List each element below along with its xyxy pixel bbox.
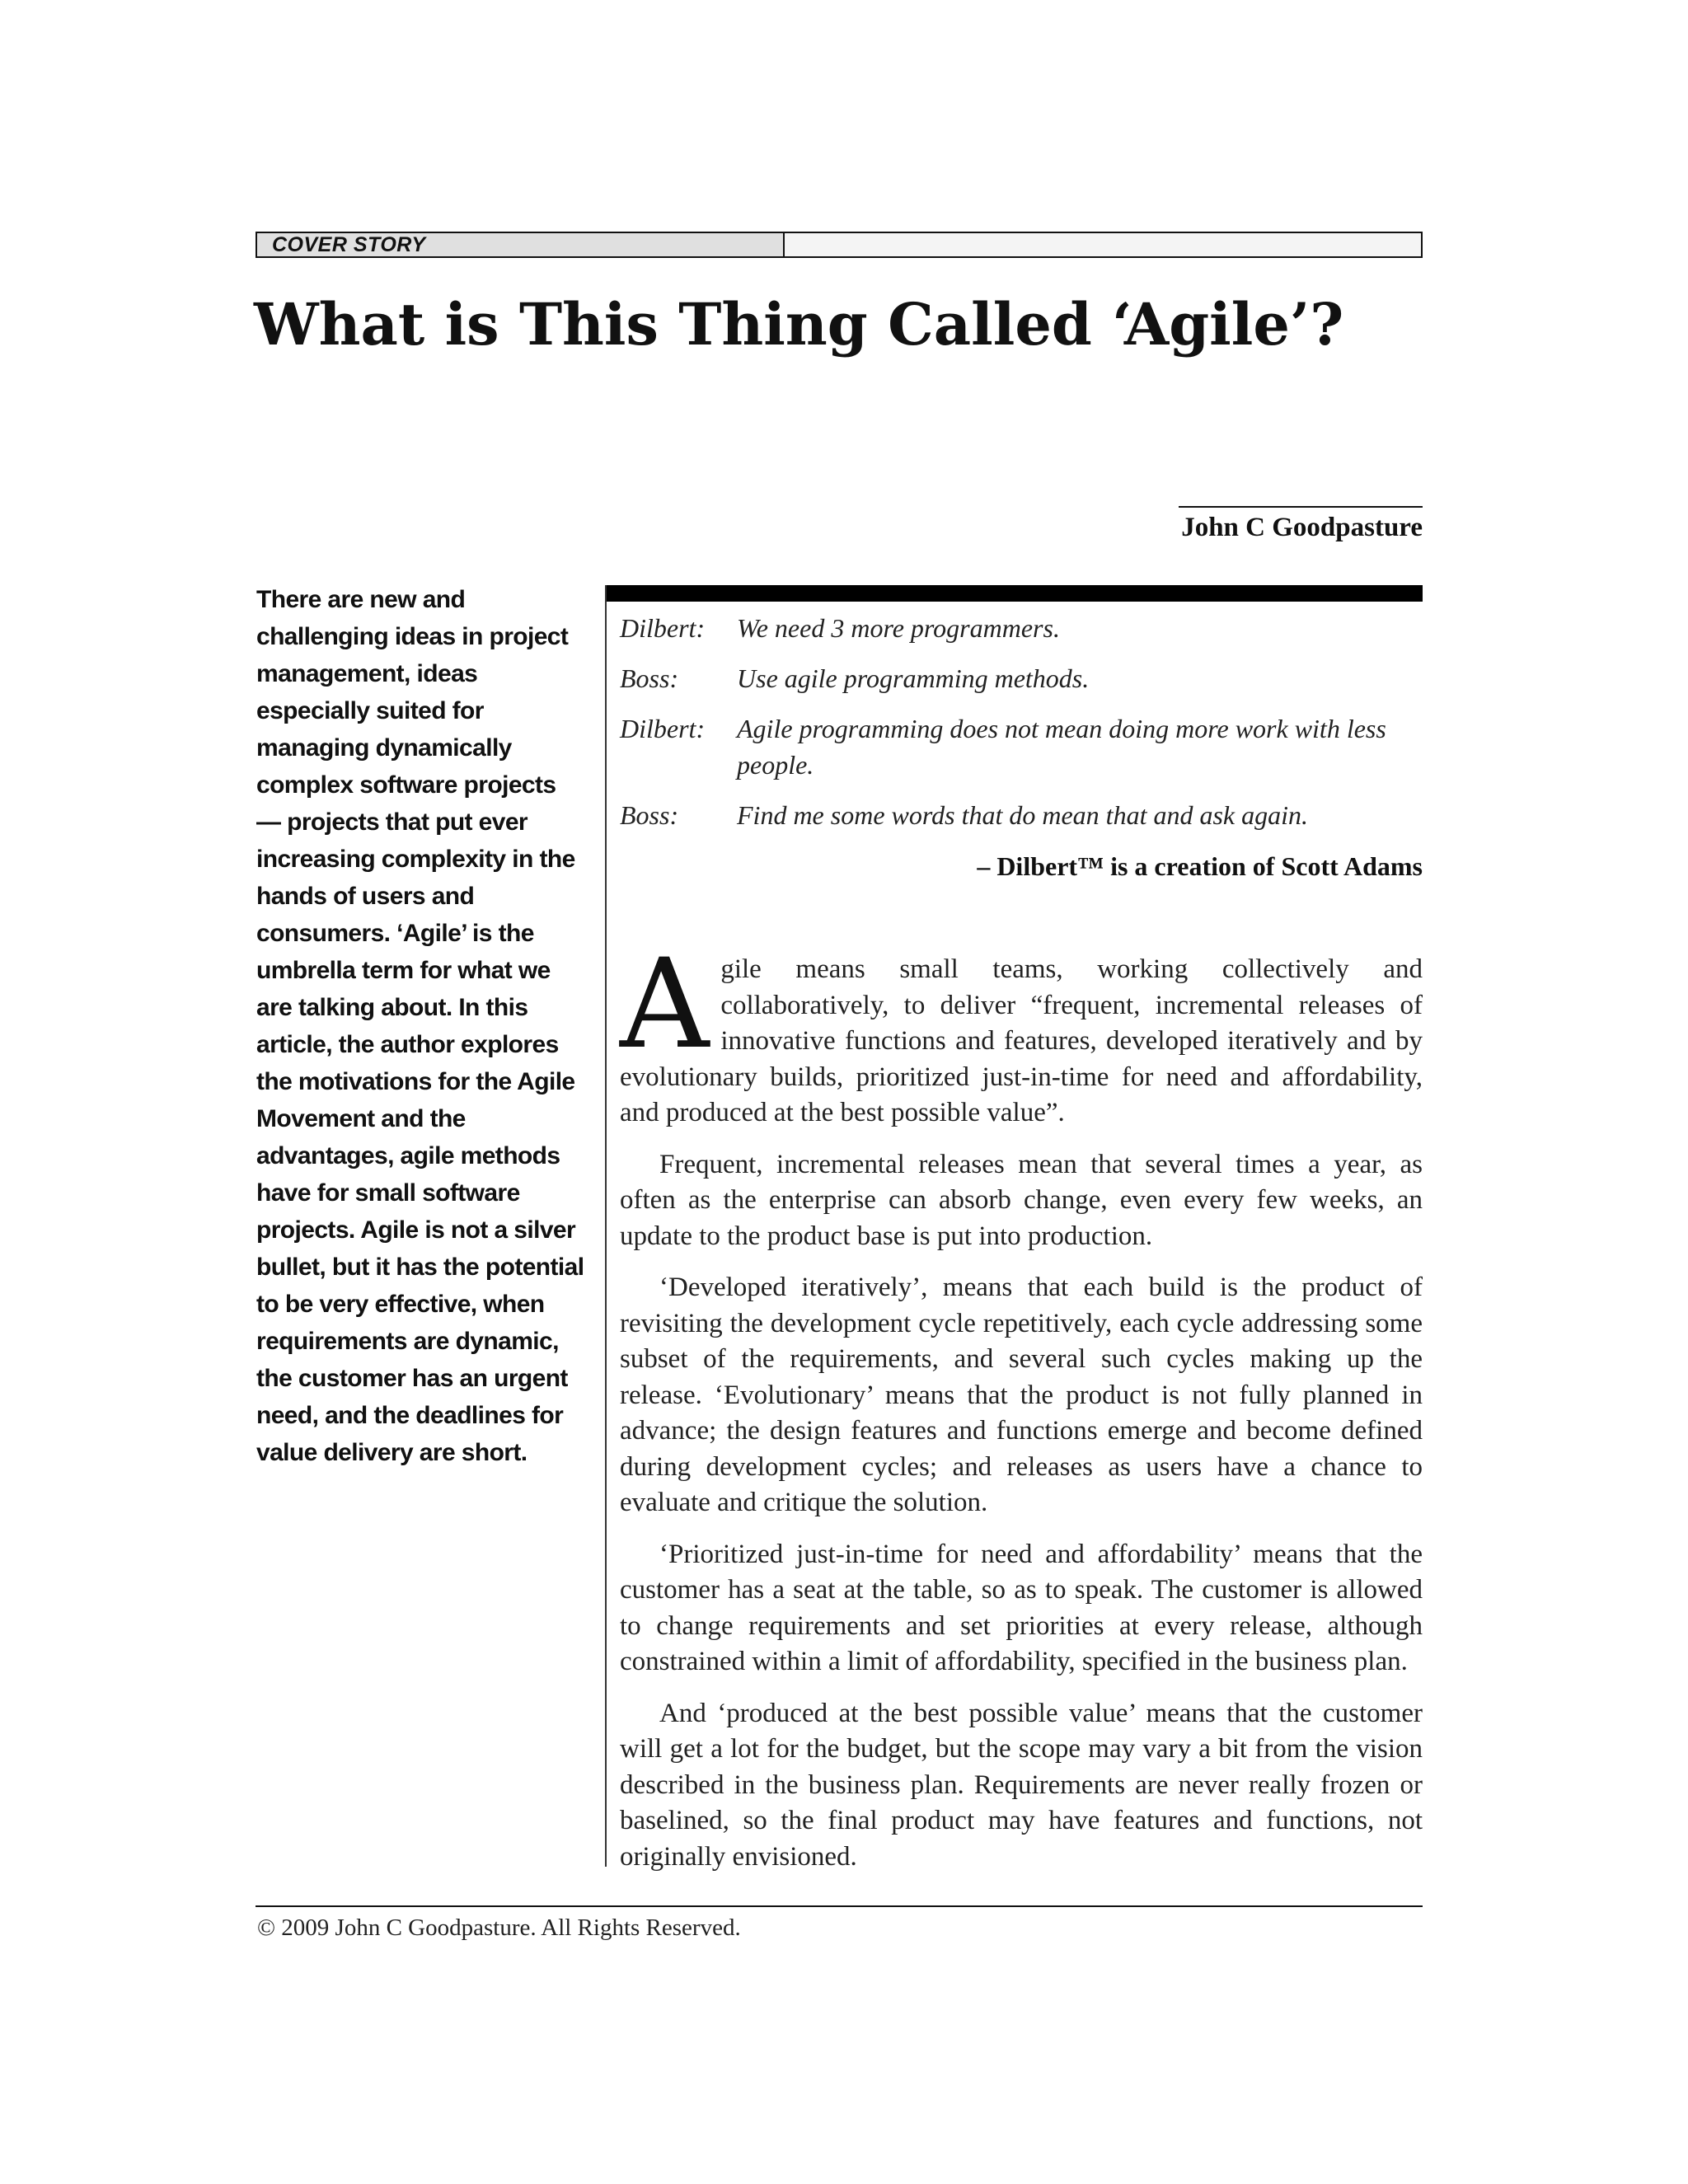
body-paragraph: ‘Developed iteratively’, means that each build is the product of revisiting the development cycle repetitively, each cycle addressing some subset of the requirements, and several such cycles making up the release. ‘Evolutionary’ means that the product is not fully planned in advance; the design features and functions emerge and become defined during development cycles; and releases as users have a chance to evaluate and critique the solution. — [620, 1272, 1423, 1517]
body-paragraph: ‘Prioritized just-in-time for need and affordability’ means that the customer has a seat at the table, so as to speak. The customer is allowed to change requirements and set priorities at every release, although constrained within a limit of affordability, specified in the business plan. — [620, 1539, 1423, 1676]
quote-speaker: Boss: — [620, 663, 679, 693]
first-paragraph-text: gile means small teams, working collectively and collaboratively, to deliver “frequent, incremental releases of innovative functions and features, developed iteratively and by evolutionary builds, prioritized just-in-time for need and affordability, and produced at the best possible value”. — [620, 954, 1423, 1127]
article-author: John C Goodpasture — [1181, 513, 1423, 542]
quote-line — [620, 797, 1424, 833]
section-bar-fill — [785, 233, 1421, 256]
section-header-bar — [256, 232, 1423, 258]
dilbert-quote — [620, 610, 1424, 847]
quote-attribution: – Dilbert™ is a creation of Scott Adams — [977, 851, 1423, 881]
quote-line — [620, 610, 1424, 646]
quote-line — [620, 660, 1424, 696]
quote-speaker: Dilbert: — [620, 613, 706, 643]
article-abstract: There are new and challenging ideas in project management, ideas especially suited for managing dynamically complex software projects — projects that put ever increasing complexity in the hands of users and consumers. ‘Agile’ is the umbrella term for what we are talking about. In this article, the author explores the motivations for the Agile Movement and the advantages, agile methods have for small software projects. Agile is not a silver bullet, but it has the potential to be very effective, when requirements are dynamic, the customer has an urgent need, and the deadlines for value delivery are short. — [256, 586, 584, 1466]
quote-text: Use agile programming methods. — [737, 663, 1090, 693]
body-paragraph — [620, 933, 1423, 1132]
copyright-footer: © 2009 John C Goodpasture. All Rights Reserved. — [257, 1915, 741, 1941]
quote-text: We need 3 more programmers. — [737, 613, 1060, 643]
quote-text: Find me some words that do mean that and ask again. — [737, 800, 1308, 830]
quote-speaker: Dilbert: — [620, 714, 706, 743]
quote-text: Agile programming does not mean doing more work with less people. — [737, 714, 1386, 780]
article-title: What is This Thing Called ‘Agile’? — [254, 290, 1344, 359]
quote-speaker: Boss: — [620, 800, 679, 830]
quote-line — [620, 710, 1424, 783]
body-paragraph: And ‘produced at the best possible value’ means that the customer will get a lot for the budget, but the scope may vary a bit from the vision described in the business plan. Requirements are never really frozen or baselined, so the final product may have features and functions, not originally envisioned. — [620, 1698, 1423, 1872]
drop-cap: A — [620, 933, 710, 1076]
article-body — [620, 933, 1423, 1891]
column-divider — [605, 585, 607, 1867]
section-label: COVER STORY — [257, 233, 785, 256]
quote-top-bar — [607, 585, 1423, 602]
footer-rule — [256, 1905, 1423, 1907]
body-paragraph: Frequent, incremental releases mean that several times a year, as often as the enterprise can absorb change, even every few weeks, an update to the product base is put into production. — [620, 1149, 1423, 1251]
author-rule — [1179, 506, 1423, 508]
